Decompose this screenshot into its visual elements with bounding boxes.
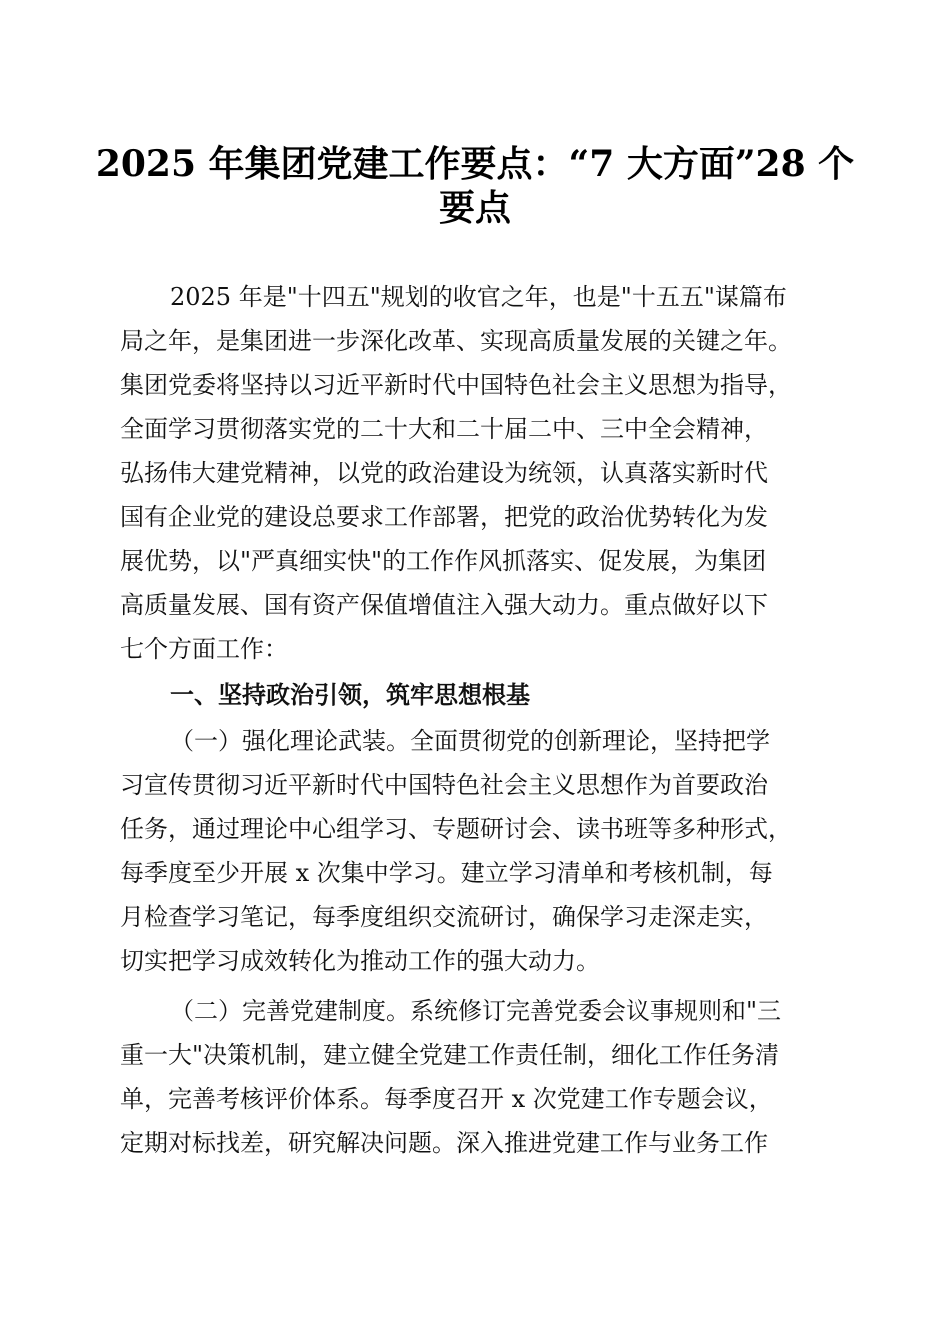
intro-line-1: 2025 年是"十四五"规划的收官之年，也是"十五五"谋篇布 xyxy=(170,283,787,311)
document-title-line-2: 要点 xyxy=(438,187,511,229)
intro-line-5: 弘扬伟大建党精神，以党的政治建设为统领，认真落实新时代 xyxy=(120,459,768,487)
document-title-line-1: 2025 年集团党建工作要点：“7 大方面”28 个 xyxy=(95,143,855,185)
section-heading-1: 一、坚持政治引领，筑牢思想根基 xyxy=(170,681,530,709)
item-1-line-1: （一）强化理论武装。全面贯彻党的创新理论，坚持把学 xyxy=(170,727,770,755)
item-1-line-3: 任务，通过理论中心组学习、专题研讨会、读书班等多种形式， xyxy=(120,815,792,843)
item-1-line-5: 月检查学习笔记，每季度组织交流研讨，确保学习走深走实， xyxy=(120,903,768,931)
intro-line-3: 集团党委将坚持以习近平新时代中国特色社会主义思想为指导， xyxy=(120,371,792,399)
intro-line-2: 局之年，是集团进一步深化改革、实现高质量发展的关键之年。 xyxy=(120,327,792,355)
intro-line-9: 七个方面工作： xyxy=(120,635,288,663)
item-2-line-4: 定期对标找差，研究解决问题。深入推进党建工作与业务工作 xyxy=(120,1129,768,1157)
intro-line-7: 展优势，以"严真细实快"的工作作风抓落实、促发展，为集团 xyxy=(120,547,767,575)
item-1-line-4: 每季度至少开展 x 次集中学习。建立学习清单和考核机制，每 xyxy=(120,859,773,887)
intro-line-4: 全面学习贯彻落实党的二十大和二十届二中、三中全会精神， xyxy=(120,415,768,443)
intro-line-8: 高质量发展、国有资产保值增值注入强大动力。重点做好以下 xyxy=(120,591,768,619)
item-2-line-2: 重一大"决策机制，建立健全党建工作责任制，细化工作任务清 xyxy=(120,1041,780,1069)
item-1-line-2: 习宣传贯彻习近平新时代中国特色社会主义思想作为首要政治 xyxy=(120,771,768,799)
item-1-line-6: 切实把学习成效转化为推动工作的强大动力。 xyxy=(120,947,600,975)
item-2-line-3: 单，完善考核评价体系。每季度召开 x 次党建工作专题会议， xyxy=(120,1085,773,1113)
item-2-line-1: （二）完善党建制度。系统修订完善党委会议事规则和"三 xyxy=(170,997,782,1025)
intro-line-6: 国有企业党的建设总要求工作部署，把党的政治优势转化为发 xyxy=(120,503,768,531)
